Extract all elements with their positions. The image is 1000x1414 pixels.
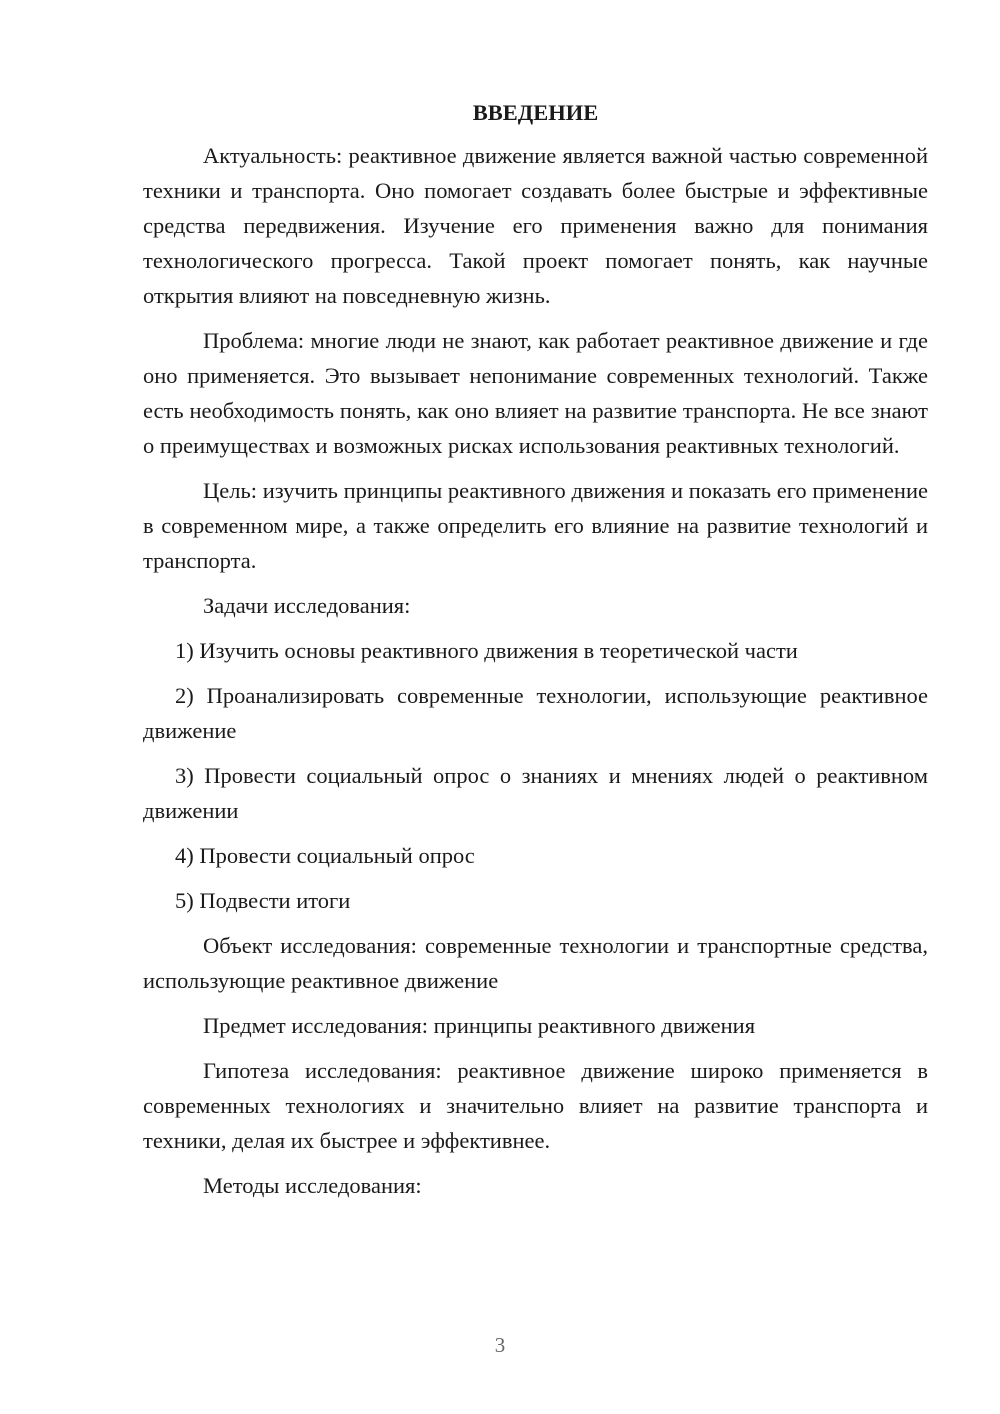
paragraph-object: Объект исследования: современные технологии и транспортные средства, использующие реактивное движение [143,933,928,993]
paragraph-relevance: Актуальность: реактивное движение является важной частью современной техники и транспорта. Оно помогает создавать более быстрые и эффективные средства передвижения. Изучение его применения важно для понимания технологического прогресса. Такой проект помогает понять, как научные открытия влияют на повседневную жизнь. [143,143,928,308]
list-item-task-1: 1) Изучить основы реактивного движения в теоретической части [175,638,798,663]
paragraph-problem: Проблема: многие люди не знают, как работает реактивное движение и где оно применяется. Это вызывает непонимание современных технологий. Также есть необходимость понять, как оно влияет на развитие транспорта. Не все знают о преимуществах и возможных рисках использования реактивных технологий. [143,328,928,458]
paragraph-goal: Цель: изучить принципы реактивного движения и показать его применение в современном мире, а также определить его влияние на развитие технологий и транспорта. [143,478,928,573]
page-title: ВВЕДЕНИЕ [472,100,599,125]
page-number: 3 [494,1333,506,1357]
paragraph-methods: Методы исследования: [203,1173,422,1198]
paragraph-subject: Предмет исследования: принципы реактивного движения [203,1013,756,1038]
list-item-task-5: 5) Подвести итоги [175,888,351,913]
list-item-task-3: 3) Провести социальный опрос о знаниях и мнениях людей о реактивном движении [143,763,928,823]
list-item-task-2: 2) Проанализировать современные технологии, использующие реактивное движение [143,683,928,743]
paragraph-hypothesis: Гипотеза исследования: реактивное движение широко применяется в современных технологиях и значительно влияет на развитие транспорта и техники, делая их быстрее и эффективнее. [143,1058,928,1153]
paragraph-tasks-heading: Задачи исследования: [203,593,411,618]
list-item-task-4: 4) Провести социальный опрос [175,843,475,868]
document-page [143,95,928,1213]
